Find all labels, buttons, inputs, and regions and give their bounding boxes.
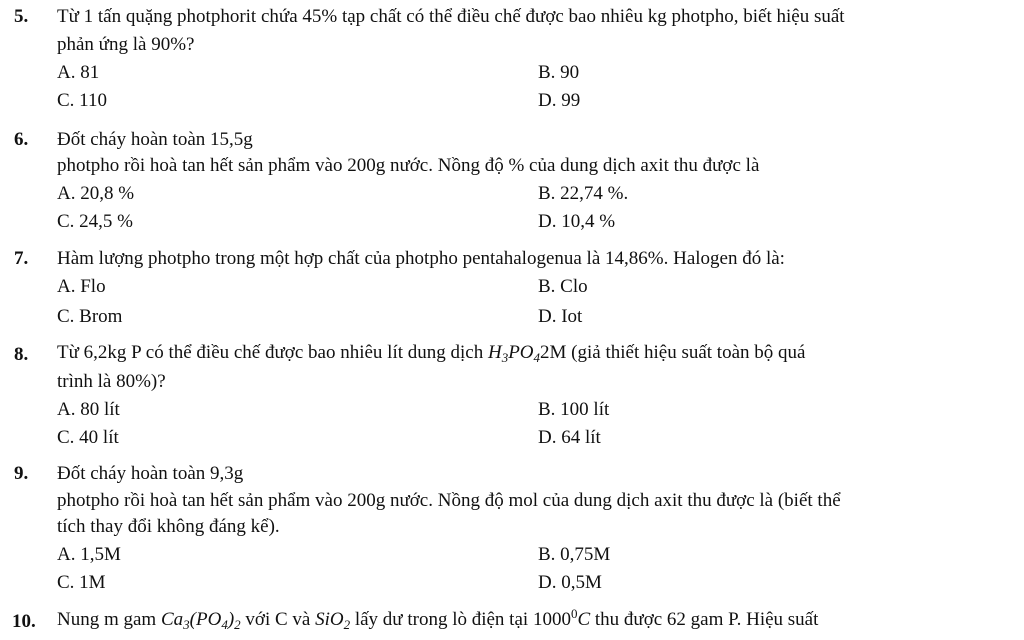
option-d: D. Iot [538,306,583,327]
option-a: A. Flo [57,276,106,297]
question-number: 10. [12,611,36,632]
formula-h3po4: $H_3PO_4$ [487,342,541,365]
question-number: 5. [14,6,29,27]
option-b: B. 22,74 %. [538,183,629,204]
option-b: B. 100 lít [538,399,610,420]
option-c: C. 24,5 % [57,211,133,232]
question-text: phản ứng là 90%? [57,34,195,55]
option-d: D. 0,5M [538,572,602,593]
option-d: D. 64 lít [538,427,601,448]
question-text: Hàm lượng photpho trong một hợp chất của photpho pentahalogenua là 14,86%. Halogen đó là: [57,248,785,269]
option-a: A. 1,5M [57,544,121,565]
question-text: tích thay đổi không đáng kể). [57,516,280,537]
question-number: 6. [14,129,29,150]
option-c: C. 110 [57,90,107,111]
question-text: photpho rồi hoà tan hết sản phẩm vào 200g nước. Nồng độ % của dung dịch axit thu được là [57,155,760,176]
option-a: A. 20,8 % [57,183,135,204]
option-b: B. 90 [538,62,580,83]
option-c: C. Brom [57,306,123,327]
question-text: Đốt cháy hoàn toàn 9,3g [57,463,244,484]
question-text: trình là 80%)? [57,371,166,392]
option-c: C. 1M [57,572,106,593]
question-text: Từ 6,2kg P có thể điều chế được bao nhiêu lít dung dịch $H_3PO_42M$ (giả thiết hiệu suất toàn bộ quá [57,342,806,365]
option-b: B. Clo [538,276,588,297]
formula-ca3po42: $Ca_3(PO_4)_2$ [160,609,241,632]
question-number: 7. [14,248,29,269]
question-text: photpho rồi hoà tan hết sản phẩm vào 200g nước. Nồng độ mol của dung dịch axit thu được là (biết thể [57,490,841,511]
option-c: C. 40 lít [57,427,119,448]
option-a: A. 80 lít [57,399,120,420]
formula-sio2: SiO$_2$ [315,609,351,632]
question-number: 8. [14,344,29,365]
option-b: B. 0,75M [538,544,611,565]
question-text: Từ 1 tấn quặng photphorit chứa 45% tạp chất có thể điều chế được bao nhiêu kg photpho, biết hiệu suất [57,6,845,27]
question-number: 9. [14,463,29,484]
question-text: Nung m gam $Ca_3(PO_4)_2$ với C và SiO$_2$ lấy dư trong lò điện tại 1000$^0$C thu được 62 gam P. Hiệu suất [57,606,819,632]
option-d: D. 10,4 % [538,211,616,232]
option-a: A. 81 [57,62,100,83]
option-d: D. 99 [538,90,581,111]
question-text: Đốt cháy hoàn toàn 15,5g [57,129,253,150]
temperature: 1000$^0$C [532,606,591,630]
